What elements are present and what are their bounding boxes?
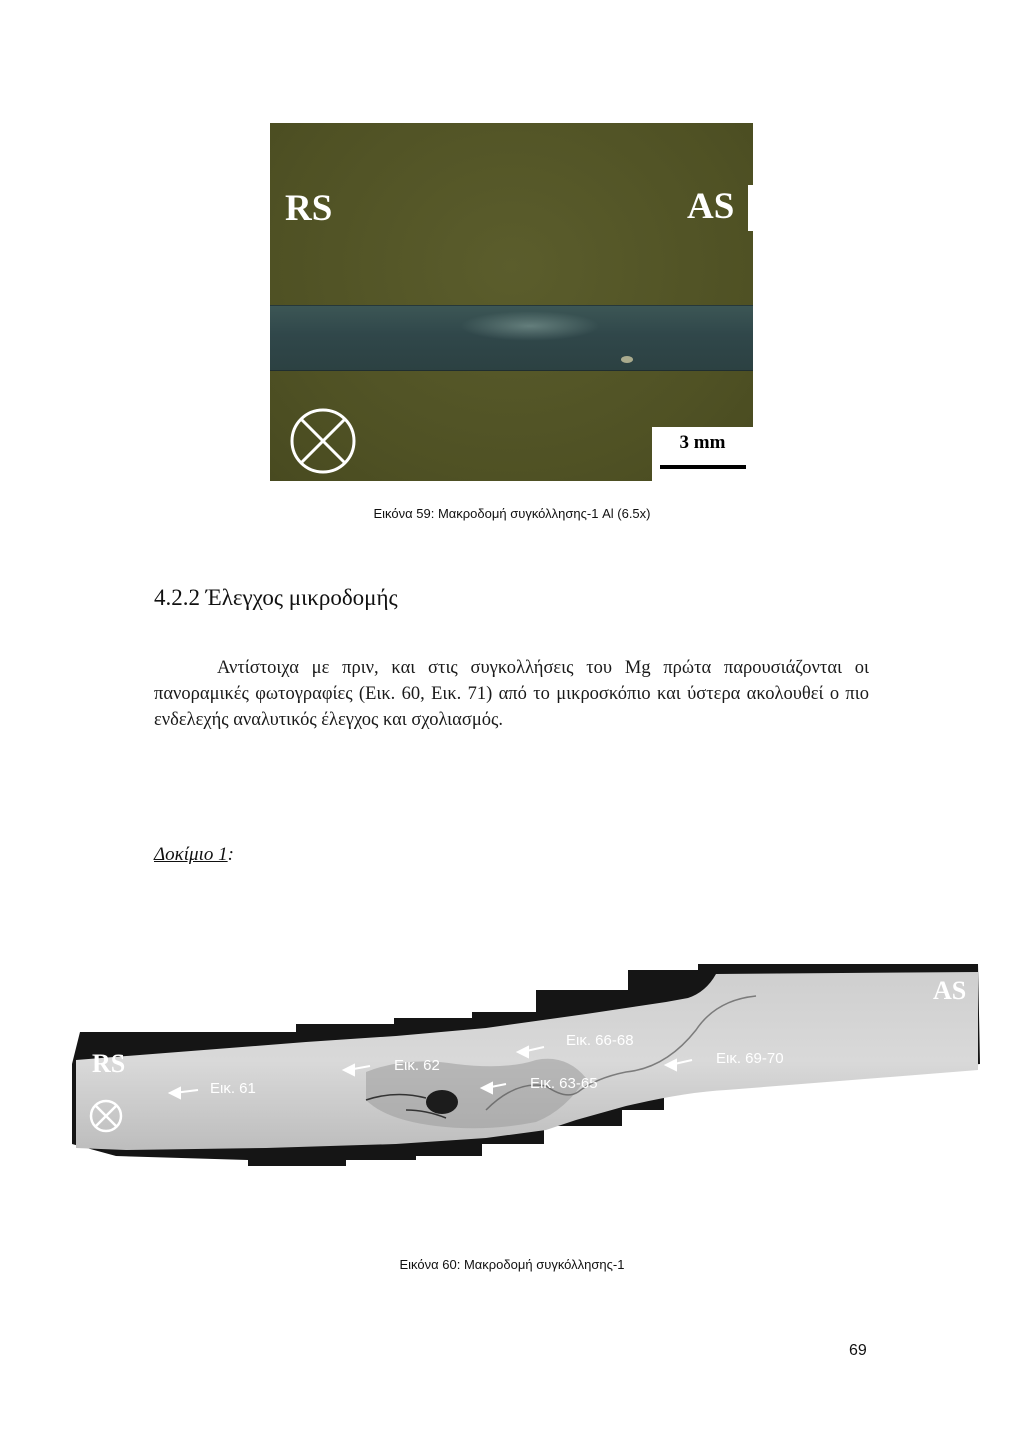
scale-bar xyxy=(660,465,746,469)
retreating-side-label: RS xyxy=(92,1049,126,1078)
section-heading: 4.2.2 Έλεγχος μικροδομής xyxy=(154,585,398,610)
weld-defect-spot xyxy=(621,356,633,363)
scale-label: 3 mm xyxy=(679,432,726,453)
figure-59-caption: Εικόνα 59: Μακροδομή συγκόλλησης-1 Al (6.5x) xyxy=(373,506,651,521)
figure-59-image xyxy=(270,123,753,481)
specimen-heading xyxy=(154,844,234,866)
specimen-title: Δοκίμιο 1 xyxy=(154,844,228,865)
annotation-fig63-65: Εικ. 63-65 xyxy=(530,1075,598,1092)
specimen-suffix: : xyxy=(227,844,234,865)
band-highlight xyxy=(460,311,600,341)
annotation-fig61: Εικ. 61 xyxy=(210,1080,256,1097)
void-defect xyxy=(426,1090,458,1114)
panorama-image xyxy=(66,960,982,1172)
annotation-fig62: Εικ. 62 xyxy=(394,1057,440,1074)
edge-marker xyxy=(748,185,753,231)
weld-direction-icon xyxy=(289,407,357,475)
page-number: 69 xyxy=(849,1342,867,1359)
annotation-fig69-70: Εικ. 69-70 xyxy=(716,1050,784,1067)
body-paragraph: Αντίστοιχα με πριν, και στις συγκολλήσεις του Mg πρώτα παρουσιάζονται οι πανοραμικές φωτογραφίες (Εικ. 60, Εικ. 71) από το μικροσκόπιο και ύστερα ακολουθεί ο πιο ενδελεχής αναλυτικός έλεγχος και σχολιασμός. xyxy=(154,658,869,730)
annotation-fig66-68: Εικ. 66-68 xyxy=(566,1032,634,1049)
advancing-side-label: AS xyxy=(687,186,735,227)
figure-60-panorama xyxy=(66,960,982,1172)
scale-box xyxy=(652,427,753,481)
retreating-side-label: RS xyxy=(285,188,333,229)
figure-60-caption: Εικόνα 60: Μακροδομή συγκόλλησης-1 xyxy=(399,1257,625,1272)
advancing-side-label: AS xyxy=(933,976,967,1005)
